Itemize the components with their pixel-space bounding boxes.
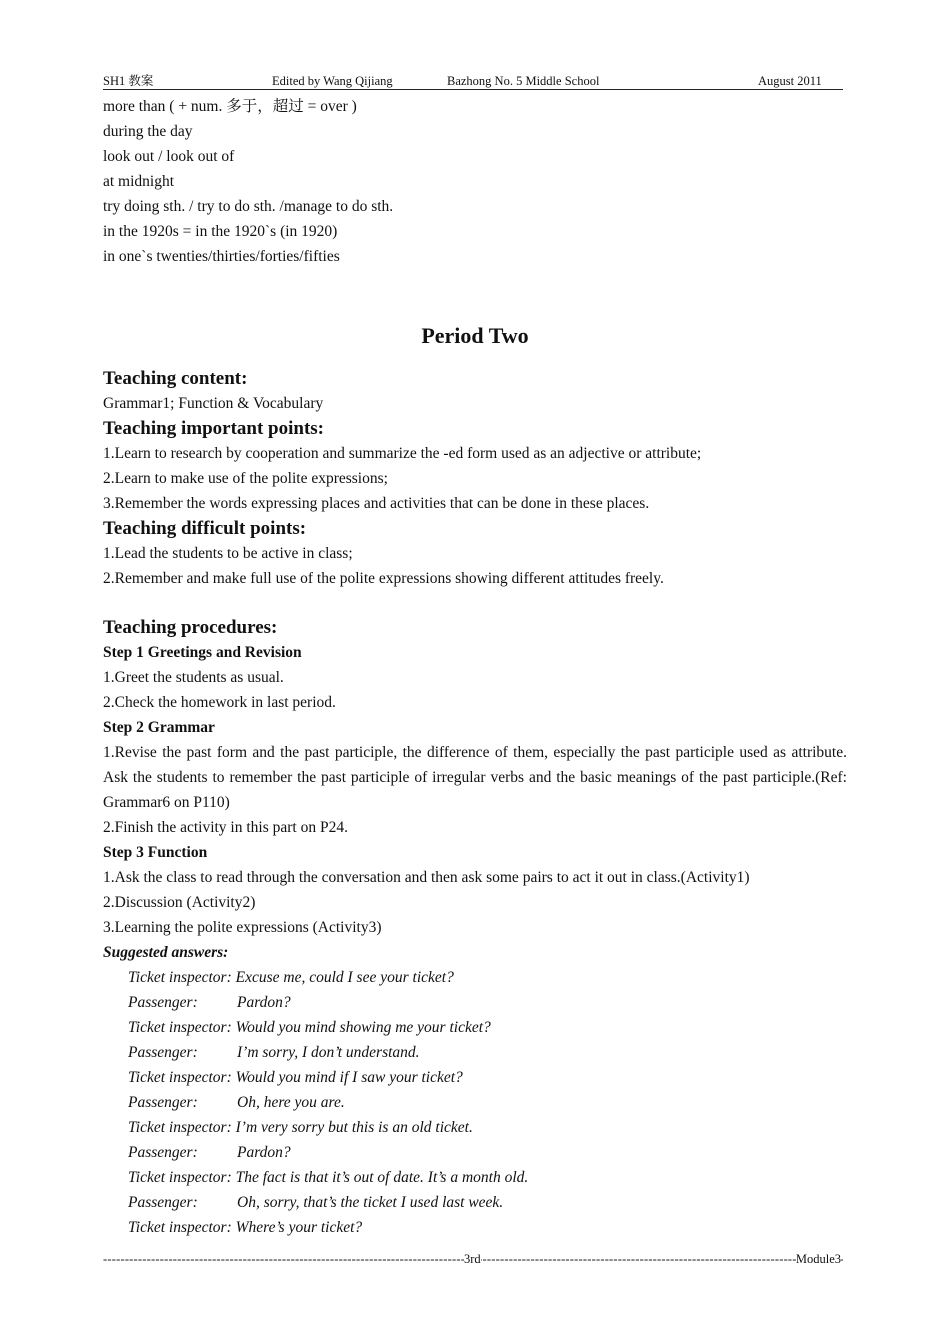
phrase-line: at midnight <box>103 173 175 190</box>
step-title: Step 2 Grammar <box>103 719 215 736</box>
dialogue-line <box>103 1165 847 1190</box>
page-header <box>103 73 843 90</box>
content-heading: Teaching content: <box>103 368 248 389</box>
important-item: 1.Learn to research by cooperation and summarize the -ed form used as an adjective or attribute; <box>103 445 702 462</box>
footer-page-number: 3rd <box>464 1252 481 1266</box>
dialogue <box>103 965 847 1240</box>
speaker: Passenger: <box>128 1094 198 1111</box>
dialogue-line <box>103 1015 847 1040</box>
speaker: Ticket inspector: <box>128 1019 232 1036</box>
speaker: Passenger: <box>128 1194 198 1211</box>
utterance: I’m very sorry but this is an old ticket. <box>235 1119 473 1136</box>
step-item: 2.Discussion (Activity2) <box>103 894 256 911</box>
header-editor: Edited by Wang Qijiang <box>272 74 393 88</box>
utterance: Would you mind if I saw your ticket? <box>235 1069 463 1086</box>
phrase-line: look out / look out of <box>103 148 235 165</box>
phrase-line: more than ( + num. 多于，超过 = over ) <box>103 98 357 115</box>
important-item: 3.Remember the words expressing places and activities that can be done in these places. <box>103 495 650 512</box>
page-footer <box>103 1251 843 1267</box>
dialogue-line <box>103 1215 847 1240</box>
speaker: Ticket inspector: <box>128 1069 232 1086</box>
step-paragraph: 1.Revise the past form and the past participle, the difference of them, especially the past participle used as attribute. Ask the students to remember the past participle of irregular verbs and the basic meanings of the past participle.(Ref: Grammar6 on P110) <box>103 744 847 811</box>
phrase-line: in one`s twenties/thirties/forties/fifties <box>103 248 340 265</box>
speaker: Passenger: <box>128 1144 198 1161</box>
teaching-content-section <box>103 366 847 591</box>
utterance: Excuse me, could I see your ticket? <box>235 969 454 986</box>
dialogue-line <box>103 965 847 990</box>
utterance: Where’s your ticket? <box>235 1219 363 1236</box>
procedures-section <box>103 615 847 1240</box>
phrase-line: during the day <box>103 123 193 140</box>
step-item: 1.Ask the class to read through the conversation and then ask some pairs to act it out in class.(Activity1) <box>103 869 750 886</box>
content-text: Grammar1; Function & Vocabulary <box>103 395 324 412</box>
utterance: I’m sorry, I don’t understand. <box>237 1044 420 1061</box>
suggested-answers-heading: Suggested answers: <box>103 944 229 961</box>
step-item: 3.Learning the polite expressions (Activity3) <box>103 919 382 936</box>
difficult-item: 1.Lead the students to be active in class; <box>103 545 353 562</box>
step-title: Step 3 Function <box>103 844 208 861</box>
dialogue-line <box>103 1190 847 1215</box>
important-item: 2.Learn to make use of the polite expressions; <box>103 470 388 487</box>
difficult-heading: Teaching difficult points: <box>103 518 307 539</box>
dialogue-line <box>103 1090 847 1115</box>
important-heading: Teaching important points: <box>103 418 324 439</box>
procedures-heading: Teaching procedures: <box>103 617 278 638</box>
speaker: Passenger: <box>128 994 198 1011</box>
header-school: Bazhong No. 5 Middle School <box>447 74 600 88</box>
header-date: August 2011 <box>758 74 822 88</box>
phrase-line: try doing sth. / try to do sth. /manage to do sth. <box>103 198 394 215</box>
utterance: Pardon? <box>237 1144 291 1161</box>
dialogue-line <box>103 1040 847 1065</box>
page-title: Period Two <box>421 323 529 348</box>
step-item: 2.Check the homework in last period. <box>103 694 336 711</box>
speaker: Passenger: <box>128 1044 198 1061</box>
dialogue-line <box>103 990 847 1015</box>
utterance: Pardon? <box>237 994 291 1011</box>
step-item: 2.Finish the activity in this part on P24. <box>103 819 348 836</box>
step-item: 1.Greet the students as usual. <box>103 669 284 686</box>
speaker: Ticket inspector: <box>128 969 232 986</box>
speaker: Ticket inspector: <box>128 1219 232 1236</box>
speaker: Ticket inspector: <box>128 1119 232 1136</box>
dialogue-line <box>103 1065 847 1090</box>
speaker: Ticket inspector: <box>128 1169 232 1186</box>
phrase-list <box>103 94 847 269</box>
difficult-item: 2.Remember and make full use of the polite expressions showing different attitudes freely. <box>103 570 664 587</box>
utterance: Oh, here you are. <box>237 1094 345 1111</box>
phrase-line: in the 1920s = in the 1920`s (in 1920) <box>103 223 338 240</box>
dialogue-line <box>103 1115 847 1140</box>
dialogue-line <box>103 1140 847 1165</box>
header-left: SH1 教案 <box>103 74 154 88</box>
utterance: The fact is that it’s out of date. It’s a month old. <box>235 1169 529 1186</box>
step-title: Step 1 Greetings and Revision <box>103 644 302 661</box>
footer-module: Module3 <box>795 1252 841 1266</box>
utterance: Would you mind showing me your ticket? <box>235 1019 491 1036</box>
utterance: Oh, sorry, that’s the ticket I used last week. <box>237 1194 504 1211</box>
